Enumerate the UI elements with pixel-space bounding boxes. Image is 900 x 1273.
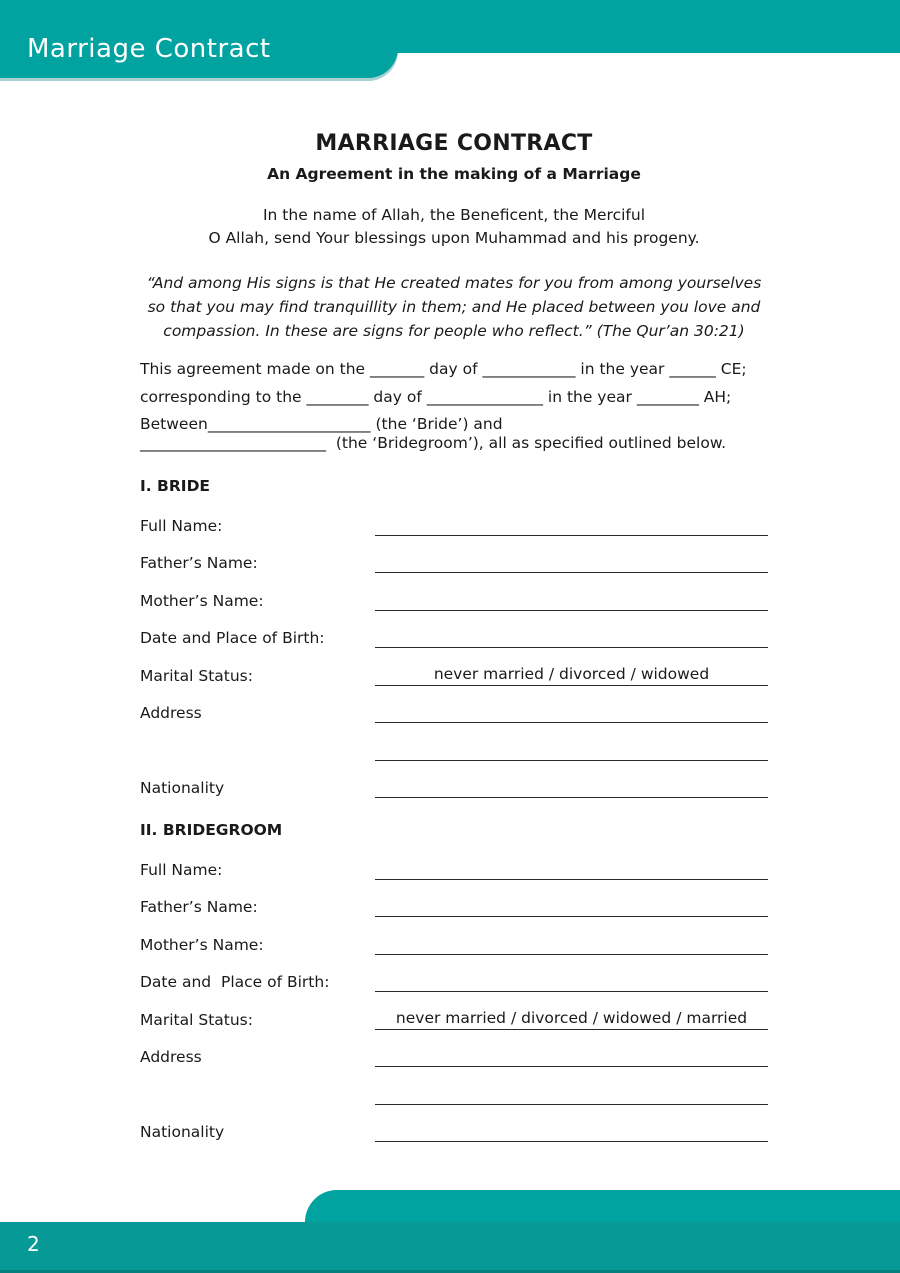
- field-label: Marital Status:: [140, 666, 253, 685]
- section-heading-bride: I. BRIDE: [140, 477, 211, 495]
- invocation-text: [140, 204, 768, 250]
- field-blank-line: [375, 701, 768, 723]
- field-blank-line: [375, 895, 768, 917]
- field-blank-line: [375, 1045, 768, 1067]
- field-row-bride-mother-name: [140, 573, 768, 611]
- field-row-bride-address-cont: [140, 723, 768, 761]
- field-row-groom-father-name: [140, 880, 768, 918]
- field-label: Address: [140, 704, 202, 722]
- field-label: Mother’s Name:: [140, 935, 264, 954]
- quote-line-1: “And among His signs is that He created mates for you from among yourselves: [146, 274, 762, 292]
- field-blank-line: [375, 739, 768, 761]
- page-number: 2: [27, 1232, 40, 1256]
- field-row-bride-father-name: [140, 536, 768, 574]
- field-blank-line: [375, 589, 768, 611]
- field-marital-status-options: never married / divorced / widowed / married: [375, 1008, 768, 1030]
- field-blank-line: [375, 933, 768, 955]
- field-marital-status-options: never married / divorced / widowed: [375, 664, 768, 686]
- field-row-groom-marital-status: [140, 992, 768, 1030]
- agreement-clause: [140, 360, 768, 452]
- quote-line-3: compassion. In these are signs for people who reflect.” (The Qur’an 30:21): [163, 322, 745, 340]
- document-title: MARRIAGE CONTRACT: [315, 131, 593, 156]
- field-blank-line: [375, 1120, 768, 1142]
- field-blank-line: [375, 514, 768, 536]
- agreement-line-date-ah: corresponding to the ________ day of _______________ in the year ________ AH;: [140, 387, 732, 406]
- field-blank-line: [375, 551, 768, 573]
- field-row-bride-nationality: [140, 761, 768, 799]
- quran-quote: [140, 271, 768, 343]
- field-label: [140, 1104, 375, 1105]
- field-row-bride-full-name: [140, 498, 768, 536]
- field-blank-line: [375, 858, 768, 880]
- field-label: Full Name:: [140, 516, 223, 535]
- field-label: Full Name:: [140, 860, 223, 879]
- agreement-line-date-ce: This agreement made on the _______ day of ____________ in the year ______ CE;: [140, 360, 747, 378]
- footer-bar: [0, 1222, 900, 1273]
- field-blank-line: [375, 970, 768, 992]
- field-blank-line: [375, 1083, 768, 1105]
- field-label: Address: [140, 1048, 202, 1066]
- field-label: Nationality: [140, 779, 225, 797]
- invocation-line-1: In the name of Allah, the Beneficent, the Merciful: [262, 206, 646, 224]
- agreement-line-bride: Between_____________________ (the ‘Bride’) and: [140, 415, 503, 433]
- field-label: Date and Place of Birth:: [140, 973, 330, 991]
- field-row-bride-birth: [140, 611, 768, 649]
- field-row-groom-address-cont: [140, 1067, 768, 1105]
- field-row-groom-full-name: [140, 842, 768, 880]
- field-label: Nationality: [140, 1123, 225, 1141]
- document-subtitle: An Agreement in the making of a Marriage: [267, 165, 641, 183]
- field-row-groom-address: [140, 1030, 768, 1068]
- field-row-groom-nationality: [140, 1105, 768, 1143]
- field-label: Father’s Name:: [140, 898, 258, 916]
- field-row-groom-mother-name: [140, 917, 768, 955]
- field-label: Father’s Name:: [140, 554, 258, 572]
- field-blank-line: [375, 626, 768, 648]
- field-blank-line: [375, 776, 768, 798]
- field-label: [140, 760, 375, 761]
- agreement-line-bridegroom: ________________________ (the ‘Bridegroom’), all as specified outlined below.: [140, 433, 726, 452]
- field-row-bride-address: [140, 686, 768, 724]
- field-row-groom-birth: [140, 955, 768, 993]
- invocation-line-2: O Allah, send Your blessings upon Muhammad and his progeny.: [208, 229, 700, 247]
- page-header-title: Marriage Contract: [27, 34, 271, 64]
- field-label: Date and Place of Birth:: [140, 629, 325, 647]
- document-page: [140, 131, 768, 1142]
- quote-line-2: so that you may find tranquillity in them; and He placed between you love and: [147, 298, 761, 316]
- field-label: Marital Status:: [140, 1010, 253, 1029]
- field-label: Mother’s Name:: [140, 591, 264, 610]
- section-heading-bridegroom: II. BRIDEGROOM: [140, 821, 283, 839]
- header-tab: [0, 0, 398, 78]
- field-row-bride-marital-status: [140, 648, 768, 686]
